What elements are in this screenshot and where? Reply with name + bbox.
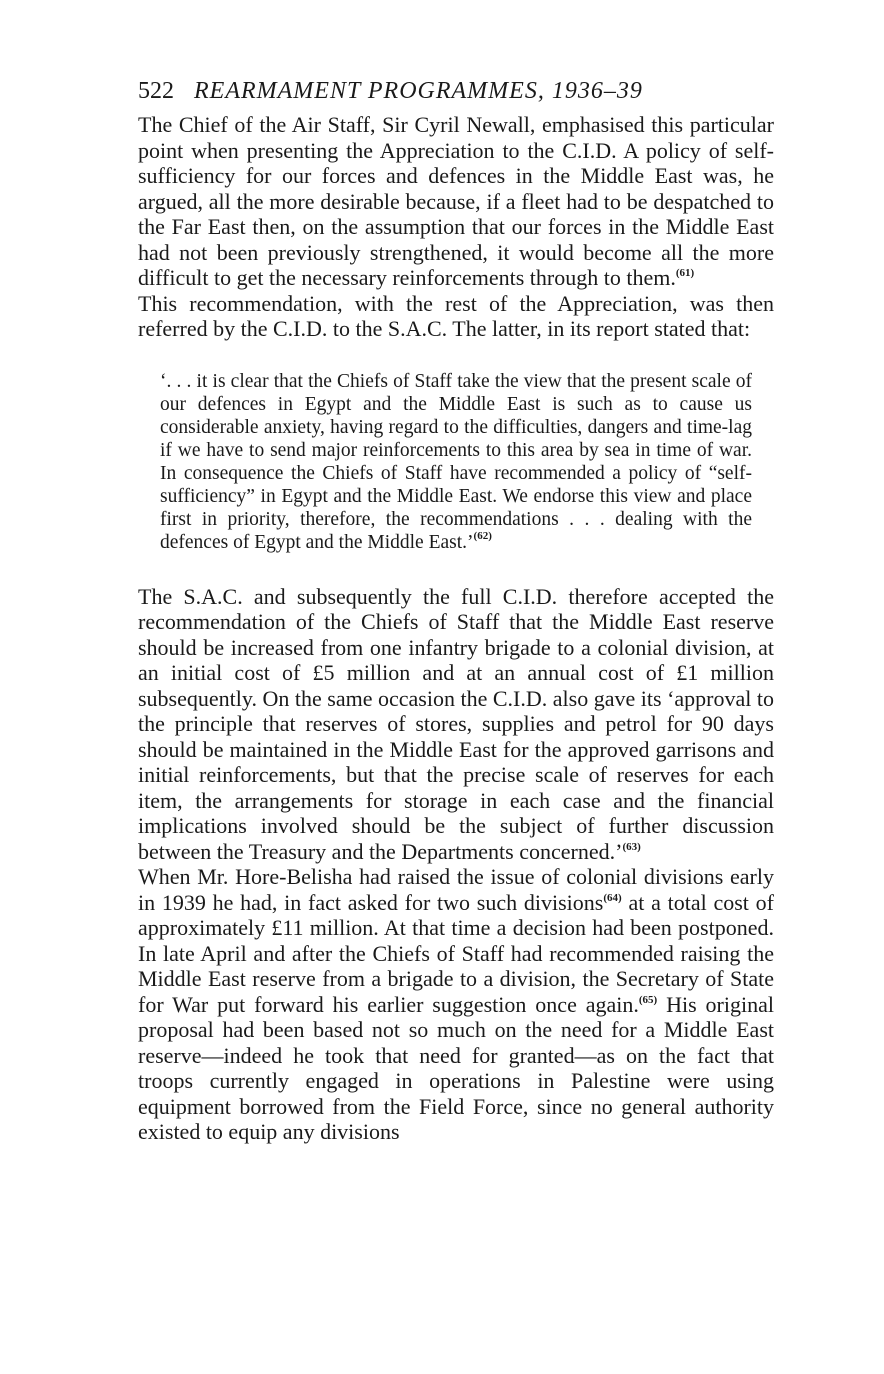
quote-text: ‘. . . it is clear that the Chiefs of Staff take the view that the present scale of our defences in Egypt and the Middle East is such as to cause us considerable anxiety, having regard to the difficulties, dangers and time-lag if we have to send major reinforcements to this area by sea in time of war. In consequence the Chiefs of Staff have recommended a policy of “self-sufficiency” in Egypt and the Middle East. We endorse this view and place first in priority, therefore, the recommendations . . . dealing with the defences of Egypt and the Middle East.’	[160, 370, 752, 553]
paragraph-sac-accepted	[138, 584, 774, 865]
paragraph-text: His original proposal had been based not so much on the need for a Middle East reserve—indeed he took that need for granted—as on the fact that troops currently engaged in operations in Palestine were using equipment borrowed from the Field Force, since no general authority existed to equip any divisions	[138, 991, 774, 1144]
paragraph-referral	[138, 291, 774, 342]
footnote-ref-62: (62)	[473, 529, 492, 542]
paragraph-text: The Chief of the Air Staff, Sir Cyril Newall, emphasised this particular point when presenting the Appreciation to the C.I.D. A policy of self-sufficiency for our forces and defences in the Middle East was, he argued, all the more desirable because, if a fleet had to be despatched to the Far East then, on the assumption that our forces in the Middle East had not been previously strengthened, it would become all the more difficult to get the necessary reinforcements through to them.	[138, 112, 774, 290]
paragraph-text: When Mr. Hore-Belisha had raised the issue of colonial divisions early in 1939 he had, in fact asked for two such divisions	[138, 864, 774, 915]
book-page	[138, 74, 774, 1145]
running-header	[138, 74, 774, 112]
page-number: 522	[138, 78, 174, 104]
footnote-ref-64: (64)	[603, 891, 622, 904]
footnote-ref-65: (65)	[638, 993, 658, 1006]
running-title: REARMAMENT PROGRAMMES, 1936–39	[194, 78, 643, 104]
footnote-ref-61: (61)	[675, 267, 695, 279]
paragraph-hore-belisha	[138, 864, 774, 1145]
block-quote-sac-report	[160, 370, 752, 554]
paragraph-text: This recommendation, with the rest of the Appreciation, was then referred by the C.I.D. to the S.A.C. The latter, in its report stated that:	[138, 290, 774, 341]
paragraph-air-staff	[138, 112, 774, 291]
footnote-ref-63: (63)	[622, 840, 641, 853]
paragraph-text: at a total cost of approximately £11 million. At that time a decision had been postponed. In late April and after the Chiefs of Staff had recommended raising the Middle East reserve from a brigade to a division, the Secretary of State for War put forward his earlier suggestion once again.	[138, 889, 774, 1017]
paragraph-text: The S.A.C. and subsequently the full C.I.D. therefore accepted the recommendation of the Chiefs of Staff that the Middle East reserve should be increased from one infantry brigade to a colonial division, at an initial cost of £5 million and at an annual cost of £1 million subsequently. On the same occasion the C.I.D. also gave its ‘approval to the principle that reserves of stores, supplies and petrol for 90 days should be maintained in the Middle East for the approved garrisons and initial reinforcements, but that the precise scale of reserves for each item, the arrangements for storage in each case and the financial implications involved should be the subject of further discussion between the Treasury and the Departments concerned.’	[138, 583, 774, 864]
